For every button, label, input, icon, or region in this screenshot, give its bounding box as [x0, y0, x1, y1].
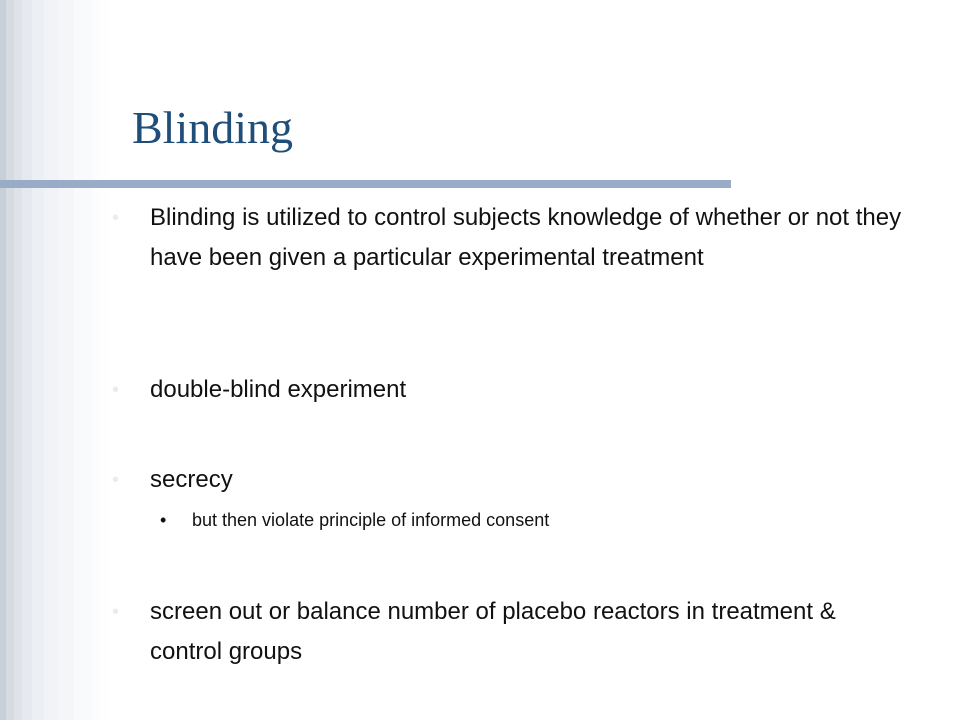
bullet-dot-icon: •: [112, 601, 120, 623]
bullet-text: double-blind experiment: [150, 376, 407, 403]
bullet-dot-icon: •: [112, 379, 120, 401]
bullet-item-1: [112, 198, 902, 278]
sub-bullet-item-1: [160, 505, 860, 535]
bullet-item-2: [112, 370, 902, 410]
sub-bullet-dot-icon: •: [160, 510, 167, 530]
bullet-dot-icon: •: [112, 207, 120, 229]
bullet-text: Blinding is utilized to control subjects knowledge of whether or not they have been given a particular experimental treatment: [150, 204, 902, 271]
bullet-dot-icon: •: [112, 469, 120, 491]
bullet-text: secrecy: [150, 466, 233, 493]
slide-title: Blinding: [132, 102, 294, 153]
decorative-stripes: [0, 0, 112, 720]
bullet-item-3: [112, 460, 902, 500]
title-underline-rule: [0, 180, 731, 188]
sub-bullet-text: but then violate principle of informed consent: [192, 510, 550, 530]
bullet-text: screen out or balance number of placebo reactors in treatment & control groups: [150, 598, 836, 665]
bullet-item-4: [112, 592, 902, 672]
